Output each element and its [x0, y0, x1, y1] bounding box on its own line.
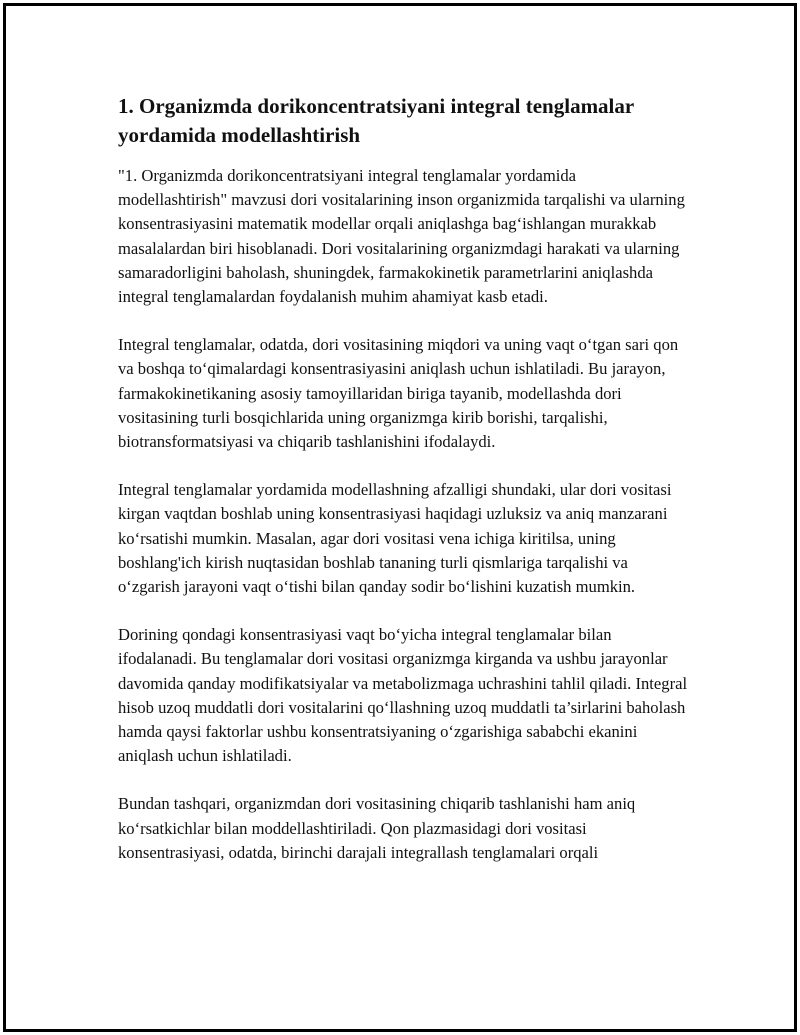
- document-body: [118, 92, 688, 889]
- document-title: 1. Organizmda dorikoncentratsiyani integral tenglamalar yordamida modellashtirish: [118, 94, 634, 147]
- paragraph-1: "1. Organizmda dorikoncentratsiyani integral tenglamalar yordamida modellashtirish" mavzusi dori vositalarining inson organizmida tarqalishi va ularning konsentrasiyasini matematik modellar orqali aniqlashga bag‘ishlangan murakkab masalalardan biri hisoblanadi. Dori vositalarining organizmdagi harakati va ularning samaradorligini baholash, shuningdek, farmakokinetik parametrlarini aniqlashda integral tenglamalardan foydalanish muhim ahamiyat kasb etadi.: [118, 166, 685, 307]
- paragraph-3: Integral tenglamalar yordamida modellashning afzalligi shundaki, ular dori vositasi kirgan vaqtdan boshlab uning konsentrasiyasi haqidagi uzluksiz va aniq manzarani ko‘rsatishi mumkin. Masalan, agar dori vositasi vena ichiga kiritilsa, uning boshlang'ich kirish nuqtasidan boshlab tananing turli qismlariga tarqalishi va o‘zgarish jarayoni vaqt o‘tishi bilan qanday sodir bo‘lishini kuzatish mumkin.: [118, 480, 672, 597]
- paragraph-5: Bundan tashqari, organizmdan dori vositasining chiqarib tashlanishi ham aniq ko‘rsatkichlar bilan moddellashtiriladi. Qon plazmasidagi dori vositasi konsentrasiyasi, odatda, birinchi darajali integrallash tenglamalari orqali: [118, 794, 636, 862]
- paragraph-4: Dorining qondagi konsentrasiyasi vaqt bo‘yicha integral tenglamalar bilan ifodalanadi. Bu tenglamalar dori vositasi organizmga kirganda va ushbu jarayonlar davomida qanday modifikatsiyalar va metabolizmaga uchrashini tahlil qiladi. Integral hisob uzoq muddatli dori vositalarini qo‘llashning uzoq muddatli ta’sirlarini baholash hamda qaysi faktorlar ushbu konsentratsiyaning o‘zgarishiga sababchi ekanini aniqlash uchun ishlatiladi.: [118, 625, 688, 766]
- paragraph-2: Integral tenglamalar, odatda, dori vositasining miqdori va uning vaqt o‘tgan sari qon va boshqa to‘qimalardagi konsentrasiyasini aniqlash uchun ishlatiladi. Bu jarayon, farmakokinetikaning asosiy tamoyillaridan biriga tayanib, modellashda dori vositasining turli bosqichlarida uning organizmga kirib borishi, tarqalishi, biotransformatsiyasi va chiqarib tashlanishini ifodalaydi.: [118, 335, 679, 452]
